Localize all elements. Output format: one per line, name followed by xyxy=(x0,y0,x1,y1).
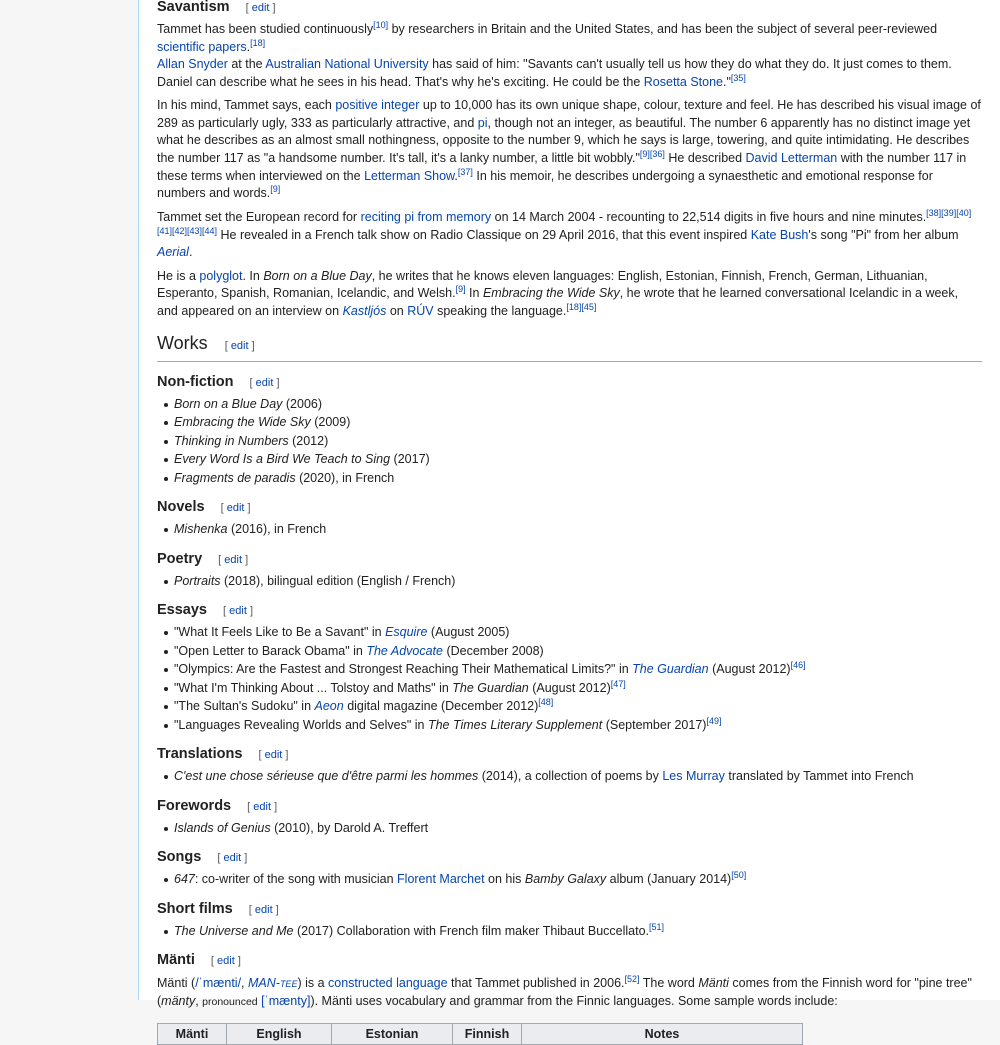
reference[interactable]: [10] xyxy=(373,20,389,30)
subsection-heading-nonfiction: Non-fiction [ edit ] xyxy=(157,373,280,390)
link-scientific-papers[interactable]: scientific papers xyxy=(157,39,247,54)
novels-list xyxy=(157,520,982,539)
link-ruv[interactable]: RÚV xyxy=(407,304,434,319)
link-publication[interactable]: Esquire xyxy=(385,625,428,640)
link-polyglot[interactable]: polyglot xyxy=(199,268,243,283)
edit-link-savantism: [ edit ] xyxy=(245,2,276,14)
reference[interactable]: [35] xyxy=(730,72,746,83)
list-item: Born on a Blue Day (2006) xyxy=(174,395,982,414)
reference[interactable]: [9] xyxy=(455,284,466,295)
section-heading-works: Works [ edit ] xyxy=(157,331,982,362)
edit-link-short-films: [ edit ] xyxy=(248,903,279,916)
list-item: "The Sultan's Sudoku" in Aeon digital magazine (December 2012)[48] xyxy=(174,697,982,716)
column-header: Finnish xyxy=(453,1024,522,1045)
list-item: Mishenka (2016), in French xyxy=(174,520,982,539)
reference[interactable]: [50] xyxy=(731,869,747,880)
ipa-link[interactable]: [ˈmænty] xyxy=(261,993,311,1008)
list-item: 647: co-writer of the song with musician Florent Marchet on his Bamby Galaxy album (January 2014)[50] xyxy=(174,870,982,889)
subsection-heading-songs: Songs [ edit ] xyxy=(157,849,248,866)
reference[interactable]: [18] xyxy=(250,37,266,48)
edit-link-manti: [ edit ] xyxy=(210,955,241,968)
list-item: Portraits (2018), bilingual edition (English / French) xyxy=(174,572,982,591)
nonfiction-list xyxy=(157,395,982,488)
column-header: Notes xyxy=(522,1024,803,1045)
respelling-link[interactable]: MAN-tee xyxy=(248,976,298,991)
link-florent-marchet[interactable]: Florent Marchet xyxy=(397,872,485,887)
poetry-list xyxy=(157,572,982,591)
link-aerial[interactable]: Aerial xyxy=(157,245,189,260)
reference[interactable]: [52] xyxy=(624,974,640,985)
short-films-list xyxy=(157,922,982,941)
reference[interactable]: [18][45] xyxy=(566,301,597,312)
link-pi[interactable]: pi xyxy=(477,115,488,130)
link-david-letterman[interactable]: David Letterman xyxy=(745,151,838,166)
subsection-heading-short-films: Short films [ edit ] xyxy=(157,900,279,917)
link-les-murray[interactable]: Les Murray xyxy=(662,769,725,784)
savantism-paragraph-4: He is a polyglot. In Born on a Blue Day, he writes that he knows eleven languages: English, Estonian, Finnish, French, German, Lithuanian, Esperanto, Spanish, Romanian, Icelandic, and Welsh.[9] In Embracing the Wide Sky, he wrote that he learned conversational Icelandic in a week, and appeared on an interview on Kastljós on RÚV speaking the language.[18][45] xyxy=(157,268,959,319)
songs-list xyxy=(157,870,982,889)
link-publication[interactable]: The Advocate xyxy=(366,643,443,658)
sample-words-table xyxy=(157,1023,803,1045)
ipa-link[interactable]: /ˈmænti/ xyxy=(195,976,242,991)
publication-title: The Times Literary Supplement xyxy=(427,717,603,732)
link-reciting-pi[interactable]: reciting pi from memory xyxy=(360,210,492,225)
reference[interactable]: [38][39][40][41][42][43][44] xyxy=(157,207,972,236)
subsection-heading-essays: Essays [ edit ] xyxy=(157,602,254,619)
reference[interactable]: [46] xyxy=(790,659,806,670)
edit-link-translations: [ edit ] xyxy=(258,749,289,762)
section-heading-savantism: Savantism [ edit ] xyxy=(157,0,276,15)
forewords-list xyxy=(157,819,982,838)
edit-link-novels: [ edit ] xyxy=(220,502,251,515)
manti-paragraph: Mänti (/ˈmænti/, MAN-tee) is a constructed language that Tammet published in 2006.[52] The word Mänti comes from the Finnish word for "pine tree" (mänty, pronounced [ˈmænty]). Mänti uses vocabulary and grammar from the Finnic languages. Some sample words include: xyxy=(157,974,972,1008)
translations-list xyxy=(157,767,982,786)
reference[interactable]: [51] xyxy=(649,921,665,932)
link-allan-snyder[interactable]: Allan Snyder xyxy=(157,57,228,72)
list-item: "Languages Revealing Worlds and Selves" in The Times Literary Supplement (September 2017)[49] xyxy=(174,716,982,735)
link-constructed-language[interactable]: constructed language xyxy=(328,976,448,991)
table-header-row xyxy=(158,1024,803,1045)
list-item: "Open Letter to Barack Obama" in The Advocate (December 2008) xyxy=(174,642,982,661)
list-item: C'est une chose sérieuse que d'être parmi les hommes (2014), a collection of poems by Les Murray translated by Tammet into French xyxy=(174,767,982,786)
edit-link-poetry: [ edit ] xyxy=(218,553,249,566)
subsection-heading-forewords: Forewords [ edit ] xyxy=(157,797,278,814)
reference[interactable]: [47] xyxy=(610,678,626,689)
edit-link-works: [ edit ] xyxy=(224,339,255,352)
link-publication[interactable]: The Guardian xyxy=(632,662,709,677)
subsection-heading-manti: Mänti [ edit ] xyxy=(157,952,241,969)
edit-link-forewords: [ edit ] xyxy=(247,800,278,813)
savantism-paragraph-2: In his mind, Tammet says, each positive integer up to 10,000 has its own unique shape, colour, texture and feel. He has described his visual image of 289 as particularly ugly, 333 as particularly attractive, and pi, though not an integer, as beautiful. The number 6 apparently has no distinct image yet what he describes as an almost small nothingness, opposite to the number 9, which he says is large, towering, and quite intimidating. He describes the number 117 as "a handsome number. It's tall, it's a lanky number, a little bit wobbly."[9][36] He described David Letterman with the number 117 in these terms when interviewed on the Letterman Show.[37] In his memoir, he describes undergoing a synaesthetic and emotional response for numbers and words.[9] xyxy=(157,98,981,201)
link-letterman-show[interactable]: Letterman Show xyxy=(364,168,455,183)
reference[interactable]: [9] xyxy=(270,184,281,195)
reference[interactable]: [37] xyxy=(457,166,473,177)
list-item: Fragments de paradis (2020), in French xyxy=(174,469,982,488)
subsection-heading-novels: Novels [ edit ] xyxy=(157,499,251,516)
link-kate-bush[interactable]: Kate Bush xyxy=(750,227,809,242)
list-item: "What I'm Thinking About ... Tolstoy and Maths" in The Guardian (August 2012)[47] xyxy=(174,679,982,698)
column-header: English xyxy=(227,1024,332,1045)
publication-title: The Guardian xyxy=(452,680,529,695)
link-positive-integer[interactable]: positive integer xyxy=(335,98,420,113)
article-content xyxy=(138,0,1000,1042)
edit-link-songs: [ edit ] xyxy=(217,852,248,865)
edit-link-essays: [ edit ] xyxy=(223,605,254,618)
list-item: Thinking in Numbers (2012) xyxy=(174,432,982,451)
subsection-heading-poetry: Poetry [ edit ] xyxy=(157,550,249,567)
list-item: Embracing the Wide Sky (2009) xyxy=(174,413,982,432)
reference[interactable]: [48] xyxy=(538,696,554,707)
link-rosetta-stone[interactable]: Rosetta Stone xyxy=(643,74,723,89)
link-kastljos[interactable]: Kastljós xyxy=(342,304,387,319)
list-item: Every Word Is a Bird We Teach to Sing (2017) xyxy=(174,450,982,469)
subsection-heading-translations: Translations [ edit ] xyxy=(157,746,289,763)
essays-list xyxy=(157,623,982,734)
edit-link-nonfiction: [ edit ] xyxy=(249,376,280,389)
link-publication[interactable]: Aeon xyxy=(314,699,344,714)
reference[interactable]: [49] xyxy=(706,715,722,726)
link-anu[interactable]: Australian National University xyxy=(265,57,429,72)
column-header: Mänti xyxy=(158,1024,227,1045)
list-item: Islands of Genius (2010), by Darold A. Treffert xyxy=(174,819,982,838)
list-item: "Olympics: Are the Fastest and Strongest Reaching Their Mathematical Limits?" in The Guardian (August 2012)[46] xyxy=(174,660,982,679)
savantism-paragraph-3: Tammet set the European record for reciting pi from memory on 14 March 2004 - recounting to 22,514 digits in five hours and nine minutes.[38][39][40][41][42][43][44] He revealed in a French talk show on Radio Classique on 29 April 2016, that this event inspired Kate Bush's song "Pi" from her album Aerial. xyxy=(157,207,972,260)
list-item: The Universe and Me (2017) Collaboration with French film maker Thibaut Buccellato.[51] xyxy=(174,922,982,941)
column-header: Estonian xyxy=(332,1024,453,1045)
list-item: "What It Feels Like to Be a Savant" in Esquire (August 2005) xyxy=(174,623,982,642)
reference[interactable]: [9][36] xyxy=(639,148,665,159)
savantism-paragraph-1: Tammet has been studied continuously[10] by researchers in Britain and the United States, and has been the subject of several peer-reviewed scientific papers.[18] Allan Snyder at the Australian National University has said of him: "Savants can't usually tell us how they do what they do. It just comes to them. Daniel can describe what he sees in his head. That's why he's exciting. He could be the Rosetta Stone."[35] xyxy=(157,20,952,89)
